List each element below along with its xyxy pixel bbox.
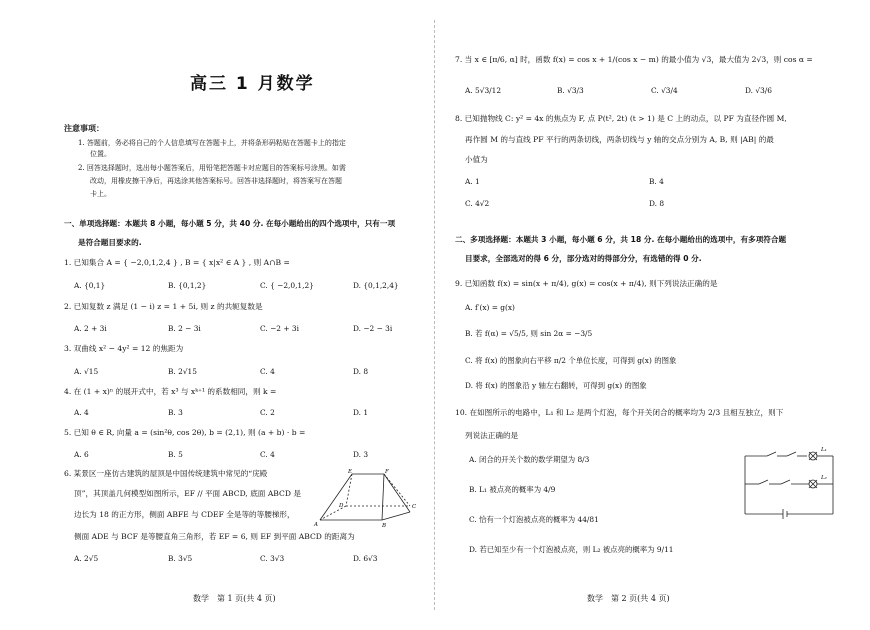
section-heading: 是符合题目要求的. bbox=[78, 238, 142, 247]
option: A. f′(x) = g(x) bbox=[465, 303, 515, 312]
option: D. −2 − 3i bbox=[353, 324, 393, 333]
page-title: 高三 1 月数学 bbox=[190, 74, 315, 94]
fig-label: B bbox=[382, 523, 387, 528]
question-8: 8. 已知抛物线 C: y² = 4x 的焦点为 F, 点 P(t², 2t) (t > 1) 是 C 上的动点，以 PF 为直径作圆 M, bbox=[455, 114, 787, 123]
option: D. 若已知至少有一个灯泡被点亮，则 L₂ 被点亮的概率为 9/11 bbox=[469, 545, 674, 554]
notice-line: 卡上。 bbox=[90, 190, 111, 198]
option: A. 6 bbox=[74, 450, 89, 459]
notice-line: 位置。 bbox=[90, 150, 111, 158]
option: B. L₁ 被点亮的概率为 4/9 bbox=[469, 485, 556, 494]
lamp-label: L₁ bbox=[821, 447, 827, 453]
page-footer: 数学 第 2 页(共 4 页) bbox=[587, 594, 670, 603]
option: C. √3/4 bbox=[651, 86, 678, 95]
option: D. 3 bbox=[353, 450, 369, 459]
question-7: 7. 当 x ∈ [π/6, α] 时，函数 f(x) = cos x + 1/(cos x − m) 的最小值为 √3，最大值为 2√3，则 cos α = bbox=[455, 55, 813, 64]
roof-figure bbox=[312, 466, 418, 528]
section-heading: 二、多项选择题：本题共 3 小题，每小题 6 分，共 18 分. 在每小题给出的选项中，有多项符合题 bbox=[455, 235, 787, 244]
question-10-line: 列说法正确的是 bbox=[465, 431, 519, 440]
notice-line: 改动，用橡皮擦干净后，再选涂其他答案标号。回答非选择题时，将答案写在答题 bbox=[90, 177, 342, 185]
option: D. {0,1,2,4} bbox=[353, 281, 399, 290]
notice-line: 2. 回答选择题时，选出每小题答案后，用铅笔把答题卡对应题目的答案标号涂黑。如需 bbox=[78, 164, 346, 172]
option: C. 4 bbox=[260, 450, 275, 459]
option: D. 1 bbox=[353, 408, 369, 417]
section-heading: 目要求，全部选对的得 6 分，部分选对的得部分分，有选错的得 0 分. bbox=[465, 254, 702, 263]
option: A. 2 + 3i bbox=[74, 324, 107, 333]
option: B. 4 bbox=[649, 177, 664, 186]
option: C. 4 bbox=[260, 367, 275, 376]
option: D. 8 bbox=[649, 199, 665, 208]
option: D. 8 bbox=[353, 367, 369, 376]
option: A. {0,1} bbox=[74, 281, 106, 290]
option: C. 2 bbox=[260, 408, 275, 417]
question-6-line: 侧面 ADE 与 BCF 是等腰直角三角形，若 EF = 6, 则 EF 到平面 ABCD 的距离为 bbox=[74, 532, 355, 541]
option: B. 2 − 3i bbox=[168, 324, 201, 333]
option: A. 5√3/12 bbox=[465, 86, 502, 95]
circuit-diagram bbox=[737, 446, 841, 520]
question-2: 2. 已知复数 z 满足 (1 − i) z = 1 + 5i, 则 z 的共轭复数是 bbox=[64, 302, 263, 311]
section-heading: 一、单项选择题：本题共 8 小题，每小题 5 分，共 40 分. 在每小题给出的四个选项中，只有一项 bbox=[64, 219, 396, 228]
fig-label: A bbox=[314, 522, 318, 528]
option: A. √15 bbox=[74, 367, 99, 376]
option: B. 3 bbox=[168, 408, 183, 417]
page-2 bbox=[435, 0, 870, 630]
option: B. 5 bbox=[168, 450, 183, 459]
option: A. 2√5 bbox=[74, 554, 99, 563]
option: A. 1 bbox=[465, 177, 480, 186]
option: B. √3/3 bbox=[557, 86, 584, 95]
notice-heading: 注意事项： bbox=[64, 124, 104, 133]
question-8-line: 再作圆 M 的与直线 PF 平行的两条切线，两条切线与 y 轴的交点分别为 A, B, 则 |AB| 的最 bbox=[465, 135, 774, 144]
option: C. 3√3 bbox=[260, 554, 285, 563]
fig-label: C bbox=[412, 504, 417, 510]
option: D. 6√3 bbox=[353, 554, 378, 563]
option: B. {0,1,2} bbox=[168, 281, 207, 290]
option: C. 4√2 bbox=[465, 199, 490, 208]
question-3: 3. 双曲线 x² − 4y² = 12 的焦距为 bbox=[64, 344, 184, 353]
option: D. 将 f(x) 的图象沿 y 轴左右翻转，可得到 g(x) 的图象 bbox=[465, 381, 647, 390]
option: C. 恰有一个灯泡被点亮的概率为 44/81 bbox=[469, 515, 599, 524]
question-6-line: 边长为 18 的正方形，侧面 ABFE 与 CDEF 全是等的等腰梯形， bbox=[74, 510, 295, 519]
option: C. { −2,0,1,2} bbox=[260, 281, 314, 290]
question-10: 10. 在如图所示的电路中，L₁ 和 L₂ 是两个灯泡，每个开关闭合的概率均为 2/3 且相互独立，则下 bbox=[455, 408, 784, 417]
page-footer: 数学 第 1 页(共 4 页) bbox=[193, 594, 276, 603]
option: A. 4 bbox=[74, 408, 89, 417]
question-9: 9. 已知函数 f(x) = sin(x + π/4), g(x) = cos(x + π/4), 则下列说法正确的是 bbox=[455, 279, 718, 288]
option: B. 2√15 bbox=[168, 367, 197, 376]
notice-line: 1. 答题前，务必将自己的个人信息填写在答题卡上，并将条形码粘贴在答题卡上的指定 bbox=[78, 139, 346, 147]
question-1: 1. 已知集合 A = { −2,0,1,2,4 } , B = { x|x² ∈ A } , 则 A∩B = bbox=[64, 258, 290, 267]
lamp-label: L₂ bbox=[821, 475, 827, 481]
option: D. √3/6 bbox=[745, 86, 772, 95]
question-4: 4. 在 (1 + x)ⁿ 的展开式中，若 x³ 与 xᵏ⁺¹ 的系数相同，则 k = bbox=[64, 387, 277, 396]
question-8-line: 小值为 bbox=[465, 155, 488, 164]
question-5: 5. 已知 θ ∈ R, 向量 a = (sin²θ, cos 2θ), b = (2,1), 则 (a + b) · b = bbox=[64, 428, 306, 437]
option: B. 3√5 bbox=[168, 554, 193, 563]
question-6: 6. 某景区一座仿古建筑的屋顶是中国传统建筑中常见的“庑殿 bbox=[64, 469, 268, 478]
fig-label: E bbox=[348, 469, 353, 475]
option: A. 闭合的开关个数的数学期望为 8/3 bbox=[469, 455, 590, 464]
option: B. 若 f(α) = √5/5, 则 sin 2α = −3/5 bbox=[465, 329, 593, 338]
fig-label: F bbox=[385, 469, 389, 475]
option: C. −2 + 3i bbox=[260, 324, 299, 333]
fig-label: D bbox=[339, 503, 344, 509]
option: C. 将 f(x) 的图象向右平移 π/2 个单位长度，可得到 g(x) 的图象 bbox=[465, 356, 677, 365]
question-6-line: 顶”，其顶盖几何模型如图所示，EF // 平面 ABCD, 底面 ABCD 是 bbox=[74, 489, 301, 498]
